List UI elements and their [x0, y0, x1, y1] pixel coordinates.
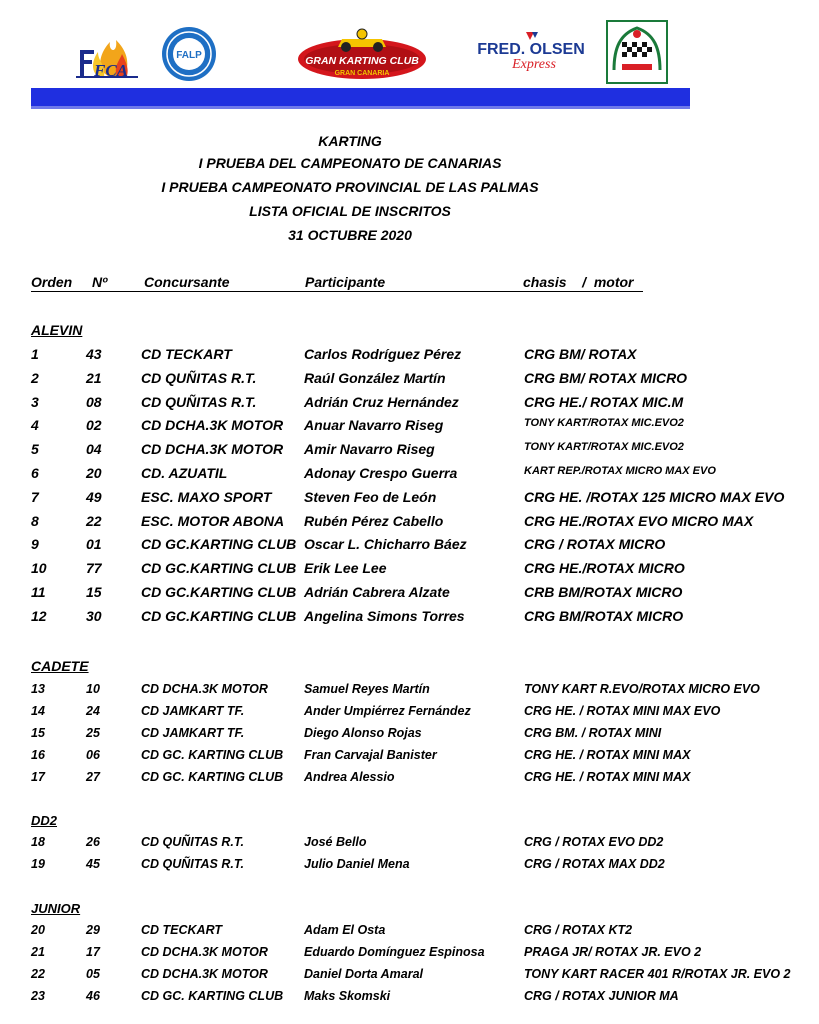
- cell-chasis-motor: CRG BM/ ROTAX: [524, 346, 637, 362]
- cell-participante: Adam El Osta: [304, 923, 386, 937]
- category-cadete: CADETE: [31, 658, 89, 674]
- cell-numero: 77: [86, 560, 102, 576]
- cell-orden: 2: [31, 370, 39, 386]
- cell-participante: Andrea Alessio: [304, 770, 395, 784]
- cell-concursante: CD TECKART: [141, 923, 223, 937]
- cell-participante: Diego Alonso Rojas: [304, 726, 422, 740]
- cell-concursante: CD QUÑITAS R.T.: [141, 394, 257, 410]
- col-header-chasis-motor: chasis / motor: [523, 274, 634, 290]
- table-row: [0, 536, 819, 556]
- cell-numero: 06: [86, 748, 100, 762]
- cell-concursante: CD. AZUATIL: [141, 465, 228, 481]
- header-band-line: [31, 106, 690, 109]
- table-row: [0, 770, 819, 790]
- cell-orden: 7: [31, 489, 39, 505]
- table-row: [0, 835, 819, 855]
- cell-chasis-motor: KART REP./ROTAX MICRO MAX EVO: [524, 465, 716, 477]
- cell-chasis-motor: CRG HE./ROTAX EVO MICRO MAX: [524, 513, 754, 529]
- cell-orden: 6: [31, 465, 39, 481]
- cell-concursante: CD GC. KARTING CLUB: [141, 989, 284, 1003]
- cell-chasis-motor: CRG HE. /ROTAX 125 MICRO MAX EVO: [524, 489, 785, 505]
- cell-concursante: CD QUÑITAS R.T.: [141, 835, 245, 849]
- cell-orden: 14: [31, 704, 45, 718]
- cell-orden: 8: [31, 513, 39, 529]
- cell-numero: 26: [86, 835, 100, 849]
- col-header-participante: Participante: [305, 274, 386, 290]
- table-row: [0, 489, 819, 509]
- cell-orden: 16: [31, 748, 45, 762]
- col-header-numero: Nº: [92, 274, 108, 290]
- cell-chasis-motor: TONY KART/ROTAX MIC.EVO2: [524, 441, 684, 453]
- cell-orden: 20: [31, 923, 45, 937]
- cell-chasis-motor: CRG / ROTAX KT2: [524, 923, 633, 937]
- cell-orden: 23: [31, 989, 45, 1003]
- cell-participante: Samuel Reyes Martín: [304, 682, 430, 696]
- fca-logo: [72, 20, 144, 82]
- gkc-logo-text: GRAN KARTING CLUB: [305, 55, 419, 67]
- table-row: [0, 346, 819, 366]
- cell-numero: 25: [86, 726, 100, 740]
- cell-chasis-motor: CRG / ROTAX MICRO: [524, 536, 666, 552]
- cell-numero: 01: [86, 536, 102, 552]
- cell-concursante: CD GC.KARTING CLUB: [141, 536, 297, 552]
- cell-orden: 9: [31, 536, 39, 552]
- cell-concursante: CD JAMKART TF.: [141, 726, 245, 740]
- cell-orden: 5: [31, 441, 39, 457]
- cell-numero: 43: [86, 346, 102, 362]
- cell-participante: Ander Umpiérrez Fernández: [304, 704, 471, 718]
- cell-numero: 45: [86, 857, 100, 871]
- cell-concursante: CD DCHA.3K MOTOR: [141, 682, 268, 696]
- cell-concursante: CD GC.KARTING CLUB: [141, 608, 297, 624]
- cell-orden: 1: [31, 346, 39, 362]
- cell-concursante: ESC. MAXO SPORT: [141, 489, 272, 505]
- fred-olsen-logo: [478, 30, 584, 72]
- fred-olsen-logo-subtext: Express: [512, 57, 556, 72]
- cell-participante: Daniel Dorta Amaral: [304, 967, 424, 981]
- cell-orden: 10: [31, 560, 47, 576]
- cell-participante: Oscar L. Chicharro Báez: [304, 536, 467, 552]
- cell-participante: Eduardo Domínguez Espinosa: [304, 945, 485, 959]
- cell-chasis-motor: CRG BM/ ROTAX MICRO: [524, 370, 688, 386]
- cell-participante: Anuar Navarro Riseg: [304, 417, 444, 433]
- table-row: [0, 370, 819, 390]
- cell-concursante: CD DCHA.3K MOTOR: [141, 441, 284, 457]
- cell-concursante: CD DCHA.3K MOTOR: [141, 945, 268, 959]
- cell-participante: Carlos Rodríguez Pérez: [304, 346, 462, 362]
- table-row: [0, 857, 819, 877]
- cell-numero: 08: [86, 394, 102, 410]
- table-row: [0, 394, 819, 414]
- cell-participante: José Bello: [304, 835, 367, 849]
- cell-chasis-motor: CRG / ROTAX EVO DD2: [524, 835, 664, 849]
- cell-orden: 13: [31, 682, 45, 696]
- header-band: [31, 88, 690, 106]
- checkered-flag-badge: [606, 20, 668, 84]
- cell-participante: Steven Feo de León: [304, 489, 437, 505]
- header-underline: [31, 291, 643, 292]
- cell-numero: 27: [86, 770, 100, 784]
- category-junior: JUNIOR: [31, 901, 81, 916]
- cell-numero: 05: [86, 967, 100, 981]
- cell-numero: 20: [86, 465, 102, 481]
- cell-chasis-motor: TONY KART R.EVO/ROTAX MICRO EVO: [524, 682, 760, 696]
- cell-participante: Adonay Crespo Guerra: [304, 465, 458, 481]
- table-row: [0, 417, 819, 437]
- cell-orden: 11: [31, 584, 46, 600]
- cell-concursante: CD QUÑITAS R.T.: [141, 857, 245, 871]
- gran-karting-club-logo: [296, 25, 428, 83]
- cell-numero: 10: [86, 682, 100, 696]
- cell-numero: 17: [86, 945, 100, 959]
- cell-numero: 29: [86, 923, 100, 937]
- cell-chasis-motor: CRG BM/ROTAX MICRO: [524, 608, 684, 624]
- cell-numero: 15: [86, 584, 102, 600]
- cell-orden: 15: [31, 726, 45, 740]
- table-row: [0, 441, 819, 461]
- cell-chasis-motor: TONY KART RACER 401 R/ROTAX JR. EVO 2: [524, 967, 791, 981]
- table-row: [0, 682, 819, 702]
- cell-numero: 02: [86, 417, 102, 433]
- table-row: [0, 923, 819, 943]
- cell-participante: Rubén Pérez Cabello: [304, 513, 444, 529]
- cell-chasis-motor: TONY KART/ROTAX MIC.EVO2: [524, 417, 684, 429]
- cell-participante: Amir Navarro Riseg: [304, 441, 435, 457]
- cell-chasis-motor: CRG HE./ ROTAX MIC.M: [524, 394, 684, 410]
- cell-numero: 30: [86, 608, 102, 624]
- cell-participante: Maks Skomski: [304, 989, 391, 1003]
- cell-concursante: CD DCHA.3K MOTOR: [141, 417, 284, 433]
- cell-numero: 46: [86, 989, 100, 1003]
- cell-concursante: ESC. MOTOR ABONA: [141, 513, 285, 529]
- doc-subtitle-3: LISTA OFICIAL DE INSCRITOS: [249, 203, 451, 219]
- cell-participante: Adrián Cabrera Alzate: [304, 584, 450, 600]
- cell-chasis-motor: CRG / ROTAX JUNIOR MA: [524, 989, 679, 1003]
- cell-numero: 49: [86, 489, 102, 505]
- falp-logo: [160, 25, 218, 83]
- cell-orden: 19: [31, 857, 45, 871]
- table-row: [0, 726, 819, 746]
- cell-orden: 22: [31, 967, 45, 981]
- table-row: [0, 989, 819, 1009]
- cell-orden: 21: [31, 945, 45, 959]
- cell-concursante: CD TECKART: [141, 346, 232, 362]
- falp-logo-text: FALP: [176, 50, 202, 61]
- category-alevin: ALEVIN: [31, 322, 83, 338]
- cell-concursante: CD QUÑITAS R.T.: [141, 370, 257, 386]
- cell-chasis-motor: CRG HE. / ROTAX MINI MAX: [524, 770, 691, 784]
- cell-concursante: CD GC.KARTING CLUB: [141, 584, 297, 600]
- table-row: [0, 748, 819, 768]
- cell-chasis-motor: CRG HE. / ROTAX MINI MAX EVO: [524, 704, 721, 718]
- cell-orden: 18: [31, 835, 45, 849]
- cell-participante: Angelina Simons Torres: [304, 608, 465, 624]
- table-row: [0, 704, 819, 724]
- cell-concursante: CD DCHA.3K MOTOR: [141, 967, 268, 981]
- cell-chasis-motor: PRAGA JR/ ROTAX JR. EVO 2: [524, 945, 702, 959]
- cell-concursante: CD GC.KARTING CLUB: [141, 560, 297, 576]
- cell-numero: 22: [86, 513, 102, 529]
- table-row: [0, 465, 819, 485]
- category-dd2: DD2: [31, 813, 58, 828]
- cell-chasis-motor: CRB BM/ROTAX MICRO: [524, 584, 683, 600]
- cell-chasis-motor: CRG BM. / ROTAX MINI: [524, 726, 662, 740]
- cell-numero: 04: [86, 441, 102, 457]
- fred-olsen-logo-text: FRED. OLSEN: [478, 41, 584, 58]
- doc-title: KARTING: [318, 133, 382, 149]
- table-row: [0, 584, 819, 604]
- table-row: [0, 513, 819, 533]
- cell-chasis-motor: CRG HE./ROTAX MICRO: [524, 560, 685, 576]
- fca-logo-text: FCA: [94, 61, 129, 80]
- cell-participante: Adrián Cruz Hernández: [304, 394, 459, 410]
- doc-subtitle-2: I PRUEBA CAMPEONATO PROVINCIAL DE LAS PALMAS: [161, 179, 539, 195]
- cell-orden: 4: [31, 417, 39, 433]
- cell-orden: 3: [31, 394, 39, 410]
- cell-orden: 12: [31, 608, 47, 624]
- cell-concursante: CD GC. KARTING CLUB: [141, 770, 284, 784]
- cell-chasis-motor: CRG HE. / ROTAX MINI MAX: [524, 748, 691, 762]
- cell-participante: Raúl González Martín: [304, 370, 446, 386]
- table-row: [0, 608, 819, 628]
- doc-date: 31 OCTUBRE 2020: [288, 227, 412, 243]
- cell-numero: 24: [86, 704, 100, 718]
- table-row: [0, 945, 819, 965]
- cell-participante: Erik Lee Lee: [304, 560, 387, 576]
- table-row: [0, 560, 819, 580]
- cell-participante: Julio Daniel Mena: [304, 857, 410, 871]
- table-row: [0, 967, 819, 987]
- col-header-orden: Orden: [31, 274, 73, 290]
- cell-chasis-motor: CRG / ROTAX MAX DD2: [524, 857, 665, 871]
- cell-concursante: CD JAMKART TF.: [141, 704, 245, 718]
- gkc-logo-subtext: GRAN CANARIA: [334, 70, 390, 77]
- cell-concursante: CD GC. KARTING CLUB: [141, 748, 284, 762]
- cell-numero: 21: [86, 370, 102, 386]
- cell-participante: Fran Carvajal Banister: [304, 748, 437, 762]
- col-header-concursante: Concursante: [144, 274, 230, 290]
- doc-subtitle-1: I PRUEBA DEL CAMPEONATO DE CANARIAS: [198, 155, 502, 171]
- cell-orden: 17: [31, 770, 45, 784]
